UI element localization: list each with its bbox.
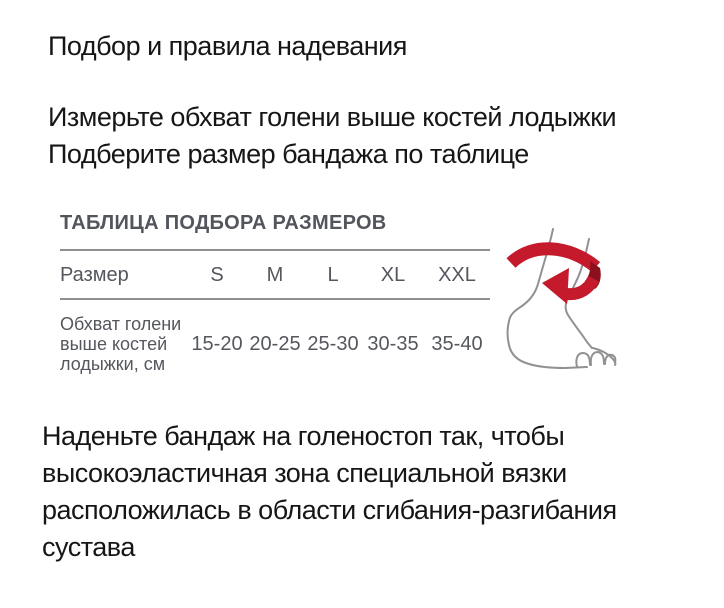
value-cell-xxl: 35-40	[431, 332, 483, 355]
table-divider-top	[60, 249, 490, 251]
size-cell-m: M	[266, 263, 284, 286]
band-front-arc	[567, 279, 594, 294]
intro-line-2: Подберите размер бандажа по таблице	[48, 139, 529, 169]
value-cell-l: 25-30	[307, 332, 359, 355]
instruction-line-1: Наденьте бандаж на голеностоп так, чтобы	[42, 421, 565, 451]
instruction-paragraph	[42, 418, 617, 566]
table-divider-middle	[60, 298, 490, 300]
size-cell-xxl: XXL	[438, 263, 476, 286]
table-title: ТАБЛИЦА ПОДБОРА РАЗМЕРОВ	[60, 212, 387, 234]
size-cell-xl: XL	[380, 263, 406, 286]
size-cell-l: L	[327, 263, 339, 286]
ankle-measure-illustration	[497, 215, 627, 375]
value-cell-m: 20-25	[249, 332, 301, 355]
table-row-circumference	[60, 313, 490, 375]
foot-toes	[576, 348, 615, 367]
intro-line-1: Измерьте обхват голени выше костей лодыжки	[48, 102, 617, 132]
band-arrowhead-icon	[542, 268, 569, 304]
table-row-sizes	[60, 262, 490, 288]
circumference-label-line-1: Обхват голени	[60, 314, 182, 334]
size-cell-s: S	[210, 263, 224, 286]
circumference-label-line-3: лодыжки, см	[60, 354, 166, 374]
instruction-line-2: высокоэластичная зона специальной вязки	[42, 458, 567, 488]
band-back-arc	[511, 249, 596, 267]
intro-paragraph	[48, 99, 616, 173]
circumference-row-label	[60, 314, 188, 374]
size-selection-table	[60, 212, 490, 374]
value-cell-xl: 30-35	[367, 332, 419, 355]
value-cell-s: 15-20	[191, 332, 243, 355]
circumference-label-line-2: выше костей	[60, 334, 168, 354]
instruction-line-4: сустава	[42, 532, 135, 562]
size-row-label: Размер	[60, 263, 129, 286]
page-title: Подбор и правила надевания	[48, 31, 407, 61]
instruction-line-3: расположилась в области сгибания-разгибания	[42, 495, 617, 525]
